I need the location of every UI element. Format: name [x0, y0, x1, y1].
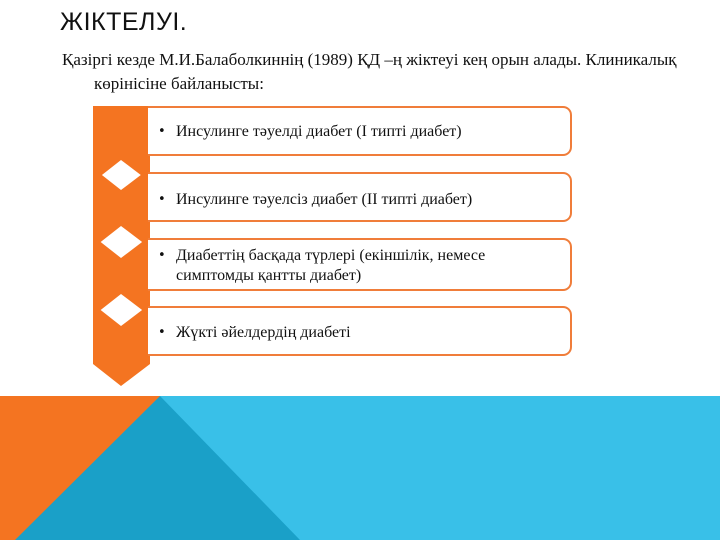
list-item-text: Инсулинге тәуелсіз диабет (ІІ типті диабет): [176, 191, 473, 208]
slide-title: ЖІКТЕЛУІ.: [60, 8, 188, 36]
intro-paragraph: Қазіргі кезде М.И.Балаболкиннің (1989) ҚД –ң жіктеуі кең орын алады. Клиникалық көрінісіне байланысты:: [62, 50, 677, 93]
decorative-footer-shapes: [0, 396, 720, 540]
list-item: [148, 172, 572, 222]
list-item-text: Инсулинге тәуелді диабет (І типті диабет): [176, 123, 462, 140]
list-item: [148, 106, 572, 156]
list-item-text: Диабеттің басқада түрлері (екіншілік, немесе симптомды қантты диабет): [176, 247, 486, 284]
bullet-icon: •: [158, 192, 166, 207]
list-item-text: Жүкті әйелдердің диабеті: [176, 324, 351, 341]
list-item: [148, 238, 572, 291]
bullet-icon: •: [158, 248, 166, 263]
bullet-icon: •: [158, 124, 166, 139]
list-item: [148, 306, 572, 356]
chevron-marker-4: [93, 304, 150, 386]
bullet-icon: •: [158, 325, 166, 340]
